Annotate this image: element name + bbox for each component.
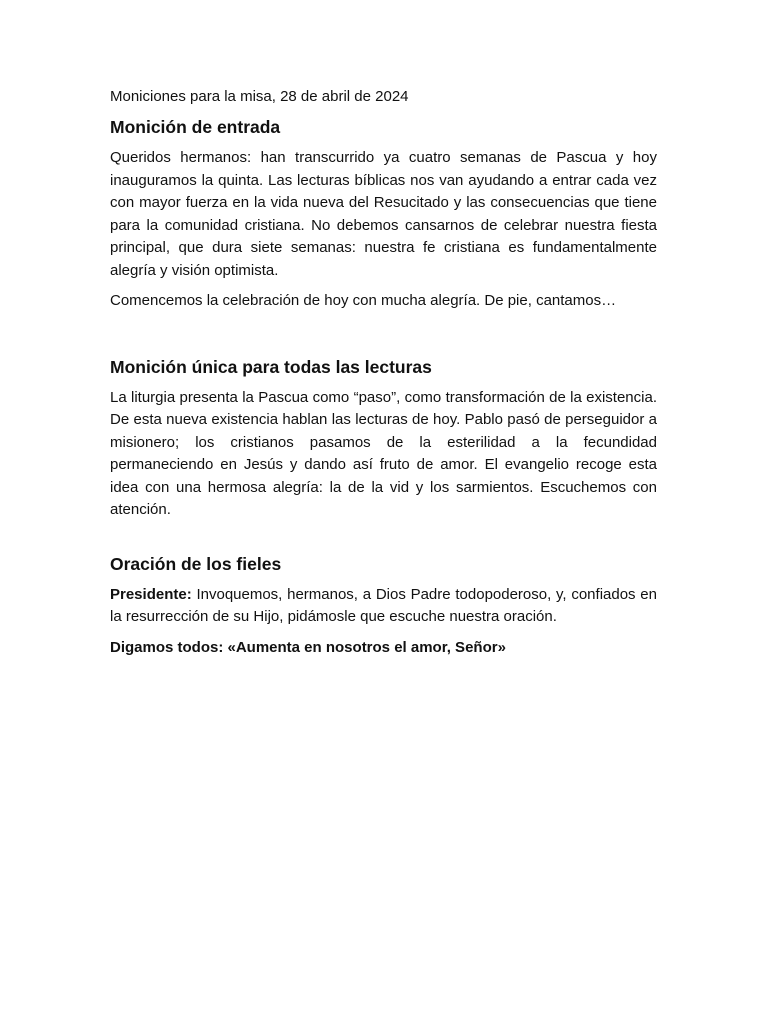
section-monicion-lecturas [110, 355, 657, 522]
document-page [110, 87, 657, 659]
paragraph: La liturgia presenta la Pascua como “paso”, como transformación de la existencia. De esta nueva existencia hablan las lecturas de hoy. Pablo pasó de perseguidor a misionero; los cristianos pasamos de la esterilidad a la fecundidad permaneciendo en Jesús y dando así fruto de amor. El evangelio recoge esta idea con una hermosa alegría: la de la vid y los sarmientos. Escuchemos con atención. [110, 388, 657, 518]
spacer [110, 530, 657, 552]
paragraph: Comencemos la celebración de hoy con mucha alegría. De pie, cantamos… [110, 292, 617, 309]
section-oracion-fieles [110, 552, 657, 659]
response-line: Digamos todos: «Aumenta en nosotros el amor, Señor» [110, 638, 506, 656]
speaker-label: Presidente: [110, 585, 192, 603]
section-title: Monición de entrada [110, 117, 281, 137]
section-title: Oración de los fieles [110, 553, 282, 574]
presidente-paragraph [110, 584, 657, 629]
speaker-text: Invoquemos, hermanos, a Dios Padre todopoderoso, y, confiados en la resurrección de su Hijo, pidámosle que escuche nuestra oración. [110, 585, 657, 625]
paragraph: Queridos hermanos: han transcurrido ya cuatro semanas de Pascua y hoy inauguramos la quinta. Las lecturas bíblicas nos van ayudando a entrar cada vez con mayor fuerza en la vida nueva del Resucitado y las consecuencias que tiene para la comunidad cristiana. No debemos cansarnos de celebrar nuestra fiesta principal, que dura siete semanas: nuestra fe cristiana es fundamentalmente alegría y visión optimista. [110, 149, 657, 279]
spacer [110, 321, 657, 355]
document-header: Moniciones para la misa, 28 de abril de 2024 [110, 88, 409, 105]
section-monicion-entrada [110, 115, 657, 313]
section-title: Monición única para todas las lecturas [110, 356, 432, 377]
